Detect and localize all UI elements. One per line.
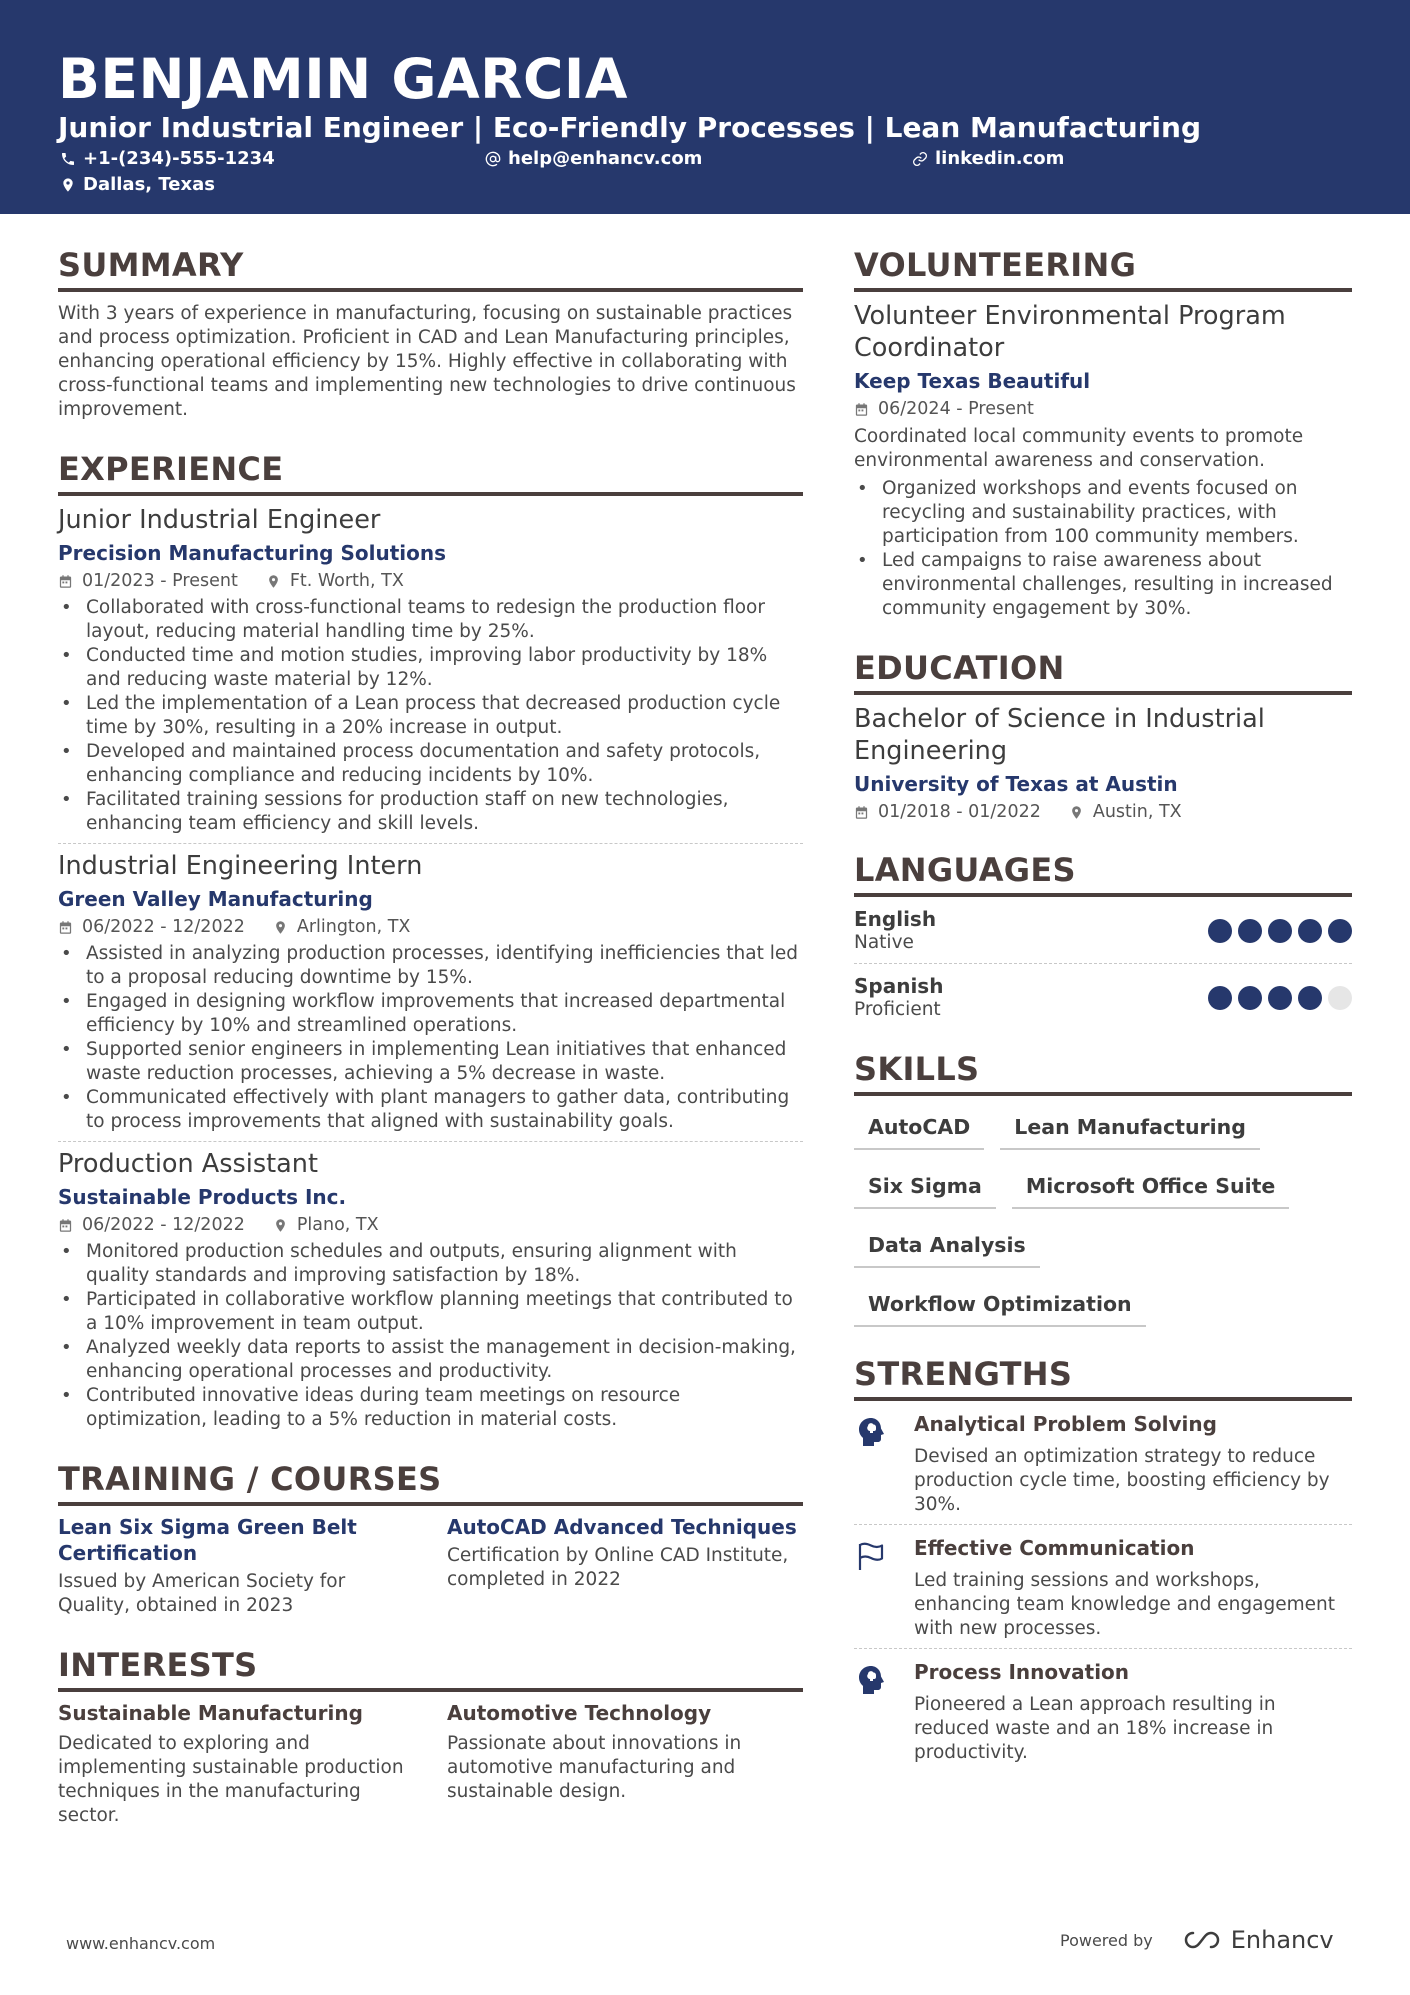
languages-heading: LANGUAGES (854, 849, 1352, 897)
strength-desc: Devised an optimization strategy to reduce production cycle time, boosting efficiency by 30%. (914, 1446, 1330, 1515)
job-dates-text: 06/2022 - 12/2022 (82, 1215, 245, 1235)
experience-section (58, 448, 803, 1432)
skill-tag: Lean Manufacturing (1000, 1112, 1260, 1150)
rating-dot (1298, 919, 1322, 943)
training-title: Lean Six Sigma Green Belt Certification (58, 1515, 357, 1565)
calendar-icon (58, 574, 73, 589)
training-list (58, 1514, 803, 1618)
entry-divider (58, 843, 803, 844)
enhancv-logo-icon (1179, 1928, 1225, 1952)
skill-tag: AutoCAD (854, 1112, 984, 1150)
rating-dot (1238, 986, 1262, 1010)
job-location (266, 570, 404, 592)
rating-dot (1238, 919, 1262, 943)
phone-text: +1-(234)-555-1234 (83, 148, 275, 169)
education-location (1069, 801, 1182, 823)
bullet-item: • Led campaigns to raise awareness about environmental challenges, resulting in increased community engagement by 30%. (854, 549, 1352, 621)
strength-icon-cell (854, 1535, 914, 1641)
contact-email[interactable] (485, 148, 702, 170)
job-meta (58, 916, 803, 938)
language-name: Spanish (854, 974, 944, 998)
language-rating (1202, 986, 1352, 1010)
job-dates-text: 01/2023 - Present (82, 571, 238, 591)
job-bullets (58, 596, 803, 836)
job-meta (58, 1214, 803, 1236)
language-info (854, 974, 943, 1022)
contact-location (60, 174, 215, 196)
resume-header (0, 0, 1410, 214)
left-column (58, 244, 803, 1828)
strengths-section (854, 1353, 1352, 1765)
location-pin-icon (60, 177, 76, 193)
skills-heading: SKILLS (854, 1048, 1352, 1096)
bullet-item: • Engaged in designing workflow improvements that increased departmental efficiency by 10% and streamlined operations. (58, 990, 803, 1038)
education-section (854, 647, 1352, 823)
experience-entry (58, 850, 803, 1134)
interest-title: Automotive Technology (447, 1701, 712, 1725)
location-pin-icon (266, 574, 281, 589)
bullet-item: • Analyzed weekly data reports to assist the management in decision-making, enhancing operational processes and productivity. (58, 1336, 803, 1384)
rating-dot (1328, 986, 1352, 1010)
job-location-text: Ft. Worth, TX (289, 571, 404, 591)
volunteering-section (854, 244, 1352, 621)
location-text: Dallas, Texas (83, 174, 215, 195)
strength-body (914, 1535, 1352, 1641)
education-dates (854, 801, 1041, 823)
interests-section (58, 1644, 803, 1828)
language-level: Proficient (854, 999, 941, 1020)
contact-phone[interactable] (60, 148, 275, 170)
interest-desc: Dedicated to exploring and implementing sustainable production techniques in the manufacturing sector. (58, 1733, 404, 1826)
powered-by-text: Powered by (1060, 1930, 1153, 1950)
skill-tag: Six Sigma (854, 1171, 996, 1209)
job-location (273, 1214, 379, 1236)
bullet-item: • Supported senior engineers in implementing Lean initiatives that enhanced waste reduction processes, achieving a 5% decrease in waste. (58, 1038, 803, 1086)
rating-dot (1208, 919, 1232, 943)
calendar-icon (854, 402, 869, 417)
education-dates-text: 01/2018 - 01/2022 (878, 802, 1041, 822)
language-divider (854, 963, 1352, 964)
skill-tag: Data Analysis (854, 1230, 1040, 1268)
phone-icon (60, 151, 76, 167)
interests-heading: INTERESTS (58, 1644, 803, 1692)
strength-title: Analytical Problem Solving (914, 1412, 1217, 1436)
job-location (273, 916, 411, 938)
email-text: help@enhancv.com (508, 148, 703, 169)
brand-name: Enhancv (1230, 1926, 1334, 1954)
bullet-item: • Communicated effectively with plant managers to gather data, contributing to process improvements that aligned with sustainability goals. (58, 1086, 803, 1134)
location-pin-icon (273, 1218, 288, 1233)
volunteer-role: Volunteer Environmental Program Coordinator (854, 301, 1286, 363)
strength-icon-cell (854, 1411, 914, 1517)
training-item (447, 1514, 803, 1618)
bullet-item: • Collaborated with cross-functional teams to redesign the production floor layout, reducing material handling time by 25%. (58, 596, 803, 644)
rating-dot (1298, 986, 1322, 1010)
language-item (854, 907, 1352, 955)
strength-desc: Led training sessions and workshops, enhancing team knowledge and engagement with new processes. (914, 1570, 1335, 1639)
strength-divider (854, 1648, 1352, 1649)
volunteer-dates-text: 06/2024 - Present (878, 399, 1034, 419)
contact-linkedin[interactable] (912, 148, 1064, 170)
footer-branding[interactable] (1060, 1926, 1334, 1954)
skills-section (854, 1048, 1352, 1348)
training-desc: Issued by American Society for Quality, obtained in 2023 (58, 1571, 346, 1616)
education-location-text: Austin, TX (1092, 802, 1182, 822)
summary-heading: SUMMARY (58, 244, 803, 292)
language-level: Native (854, 932, 914, 953)
strength-title: Process Innovation (914, 1660, 1130, 1684)
training-heading: TRAINING / COURSES (58, 1458, 803, 1506)
candidate-name: BENJAMIN GARCIA (58, 47, 628, 111)
training-title: AutoCAD Advanced Techniques (447, 1515, 797, 1539)
job-bullets (58, 942, 803, 1134)
language-item (854, 974, 1352, 1022)
job-location-text: Plano, TX (296, 1215, 379, 1235)
experience-entry (58, 1148, 803, 1432)
skill-tag: Microsoft Office Suite (1012, 1171, 1289, 1209)
strength-item (854, 1411, 1352, 1517)
calendar-icon (58, 920, 73, 935)
job-dates (58, 1214, 245, 1236)
at-icon (485, 151, 501, 167)
degree: Bachelor of Science in Industrial Engineering (854, 704, 1265, 766)
bullet-item: • Assisted in analyzing production processes, identifying inefficiencies that led to a proposal reducing downtime by 15%. (58, 942, 803, 990)
volunteer-bullets (854, 477, 1352, 621)
rating-dot (1268, 919, 1292, 943)
head-icon (854, 1663, 888, 1697)
job-dates (58, 570, 238, 592)
strength-desc: Pioneered a Lean approach resulting in reduced waste and an 18% increase in productivity. (914, 1694, 1276, 1763)
strengths-heading: STRENGTHS (854, 1353, 1352, 1401)
interest-item (447, 1700, 803, 1828)
rating-dot (1328, 919, 1352, 943)
job-dates-text: 06/2022 - 12/2022 (82, 917, 245, 937)
bullet-item: • Participated in collaborative workflow planning meetings that contributed to a 10% improvement in team output. (58, 1288, 803, 1336)
training-section (58, 1458, 803, 1618)
calendar-icon (58, 1218, 73, 1233)
location-pin-icon (1069, 805, 1084, 820)
volunteer-dates (854, 398, 1034, 420)
linkedin-text: linkedin.com (935, 148, 1065, 169)
experience-entry (58, 504, 803, 836)
job-dates (58, 916, 245, 938)
flag-icon (854, 1539, 888, 1573)
volunteering-heading: VOLUNTEERING (854, 244, 1352, 292)
strength-divider (854, 1524, 1352, 1525)
calendar-icon (854, 805, 869, 820)
strength-body (914, 1411, 1352, 1517)
volunteer-org: Keep Texas Beautiful (854, 369, 1091, 393)
language-name: English (854, 907, 937, 931)
head-icon (854, 1415, 888, 1449)
interest-desc: Passionate about innovations in automotive manufacturing and sustainable design. (447, 1733, 742, 1802)
rating-dot (1268, 986, 1292, 1010)
company-name: Green Valley Manufacturing (58, 887, 373, 911)
education-heading: EDUCATION (854, 647, 1352, 695)
job-bullets (58, 1240, 803, 1432)
language-info (854, 907, 936, 955)
volunteer-meta (854, 398, 1352, 420)
school-name: University of Texas at Austin (854, 772, 1178, 796)
bullet-item: • Conducted time and motion studies, improving labor productivity by 18% and reducing waste material by 12%. (58, 644, 803, 692)
interests-list (58, 1700, 803, 1828)
bullet-item: • Contributed innovative ideas during team meetings on resource optimization, leading to a 5% reduction in material costs. (58, 1384, 803, 1432)
summary-section (58, 244, 803, 422)
footer-website[interactable]: www.enhancv.com (66, 1934, 216, 1953)
experience-heading: EXPERIENCE (58, 448, 803, 496)
volunteer-desc: Coordinated local community events to promote environmental awareness and conservation. (854, 426, 1304, 471)
strength-title: Effective Communication (914, 1536, 1195, 1560)
strength-item (854, 1535, 1352, 1641)
bullet-item: • Organized workshops and events focused on recycling and sustainability practices, with participation from 100 community members. (854, 477, 1352, 549)
right-column (854, 244, 1352, 1765)
link-icon (912, 151, 928, 167)
entry-divider (58, 1141, 803, 1142)
job-title: Junior Industrial Engineer (58, 505, 381, 535)
job-location-text: Arlington, TX (296, 917, 411, 937)
training-desc: Certification by Online CAD Institute, completed in 2022 (447, 1545, 789, 1590)
strength-icon-cell (854, 1659, 914, 1765)
interest-title: Sustainable Manufacturing (58, 1701, 363, 1725)
bullet-item: • Led the implementation of a Lean process that decreased production cycle time by 30%, resulting in a 20% increase in output. (58, 692, 803, 740)
training-item (58, 1514, 447, 1618)
job-title: Industrial Engineering Intern (58, 851, 423, 881)
education-meta (854, 801, 1352, 823)
skill-tag: Workflow Optimization (854, 1289, 1146, 1327)
rating-dot (1208, 986, 1232, 1010)
location-pin-icon (273, 920, 288, 935)
strength-item (854, 1659, 1352, 1765)
company-name: Sustainable Products Inc. (58, 1185, 347, 1209)
interest-item (58, 1700, 447, 1828)
language-rating (1202, 919, 1352, 943)
candidate-tagline: Junior Industrial Engineer | Eco-Friendly Processes | Lean Manufacturing (58, 111, 1202, 144)
job-title: Production Assistant (58, 1149, 318, 1179)
summary-text: With 3 years of experience in manufacturing, focusing on sustainable practices and process optimization. Proficient in CAD and Lean Manufacturing principles, enhancing operational efficiency by 15%. Highly effective in collaborating with cross-functional teams and implementing new technologies to drive continuous improvement. (58, 303, 796, 420)
job-meta (58, 570, 803, 592)
company-name: Precision Manufacturing Solutions (58, 541, 446, 565)
bullet-item: • Developed and maintained process documentation and safety protocols, enhancing compliance and reducing incidents by 10%. (58, 740, 803, 788)
strength-body (914, 1659, 1352, 1765)
languages-section (854, 849, 1352, 1022)
bullet-item: • Facilitated training sessions for production staff on new technologies, enhancing team efficiency and skill levels. (58, 788, 803, 836)
skills-list (854, 1112, 1352, 1348)
bullet-item: • Monitored production schedules and outputs, ensuring alignment with quality standards and improving satisfaction by 18%. (58, 1240, 803, 1288)
